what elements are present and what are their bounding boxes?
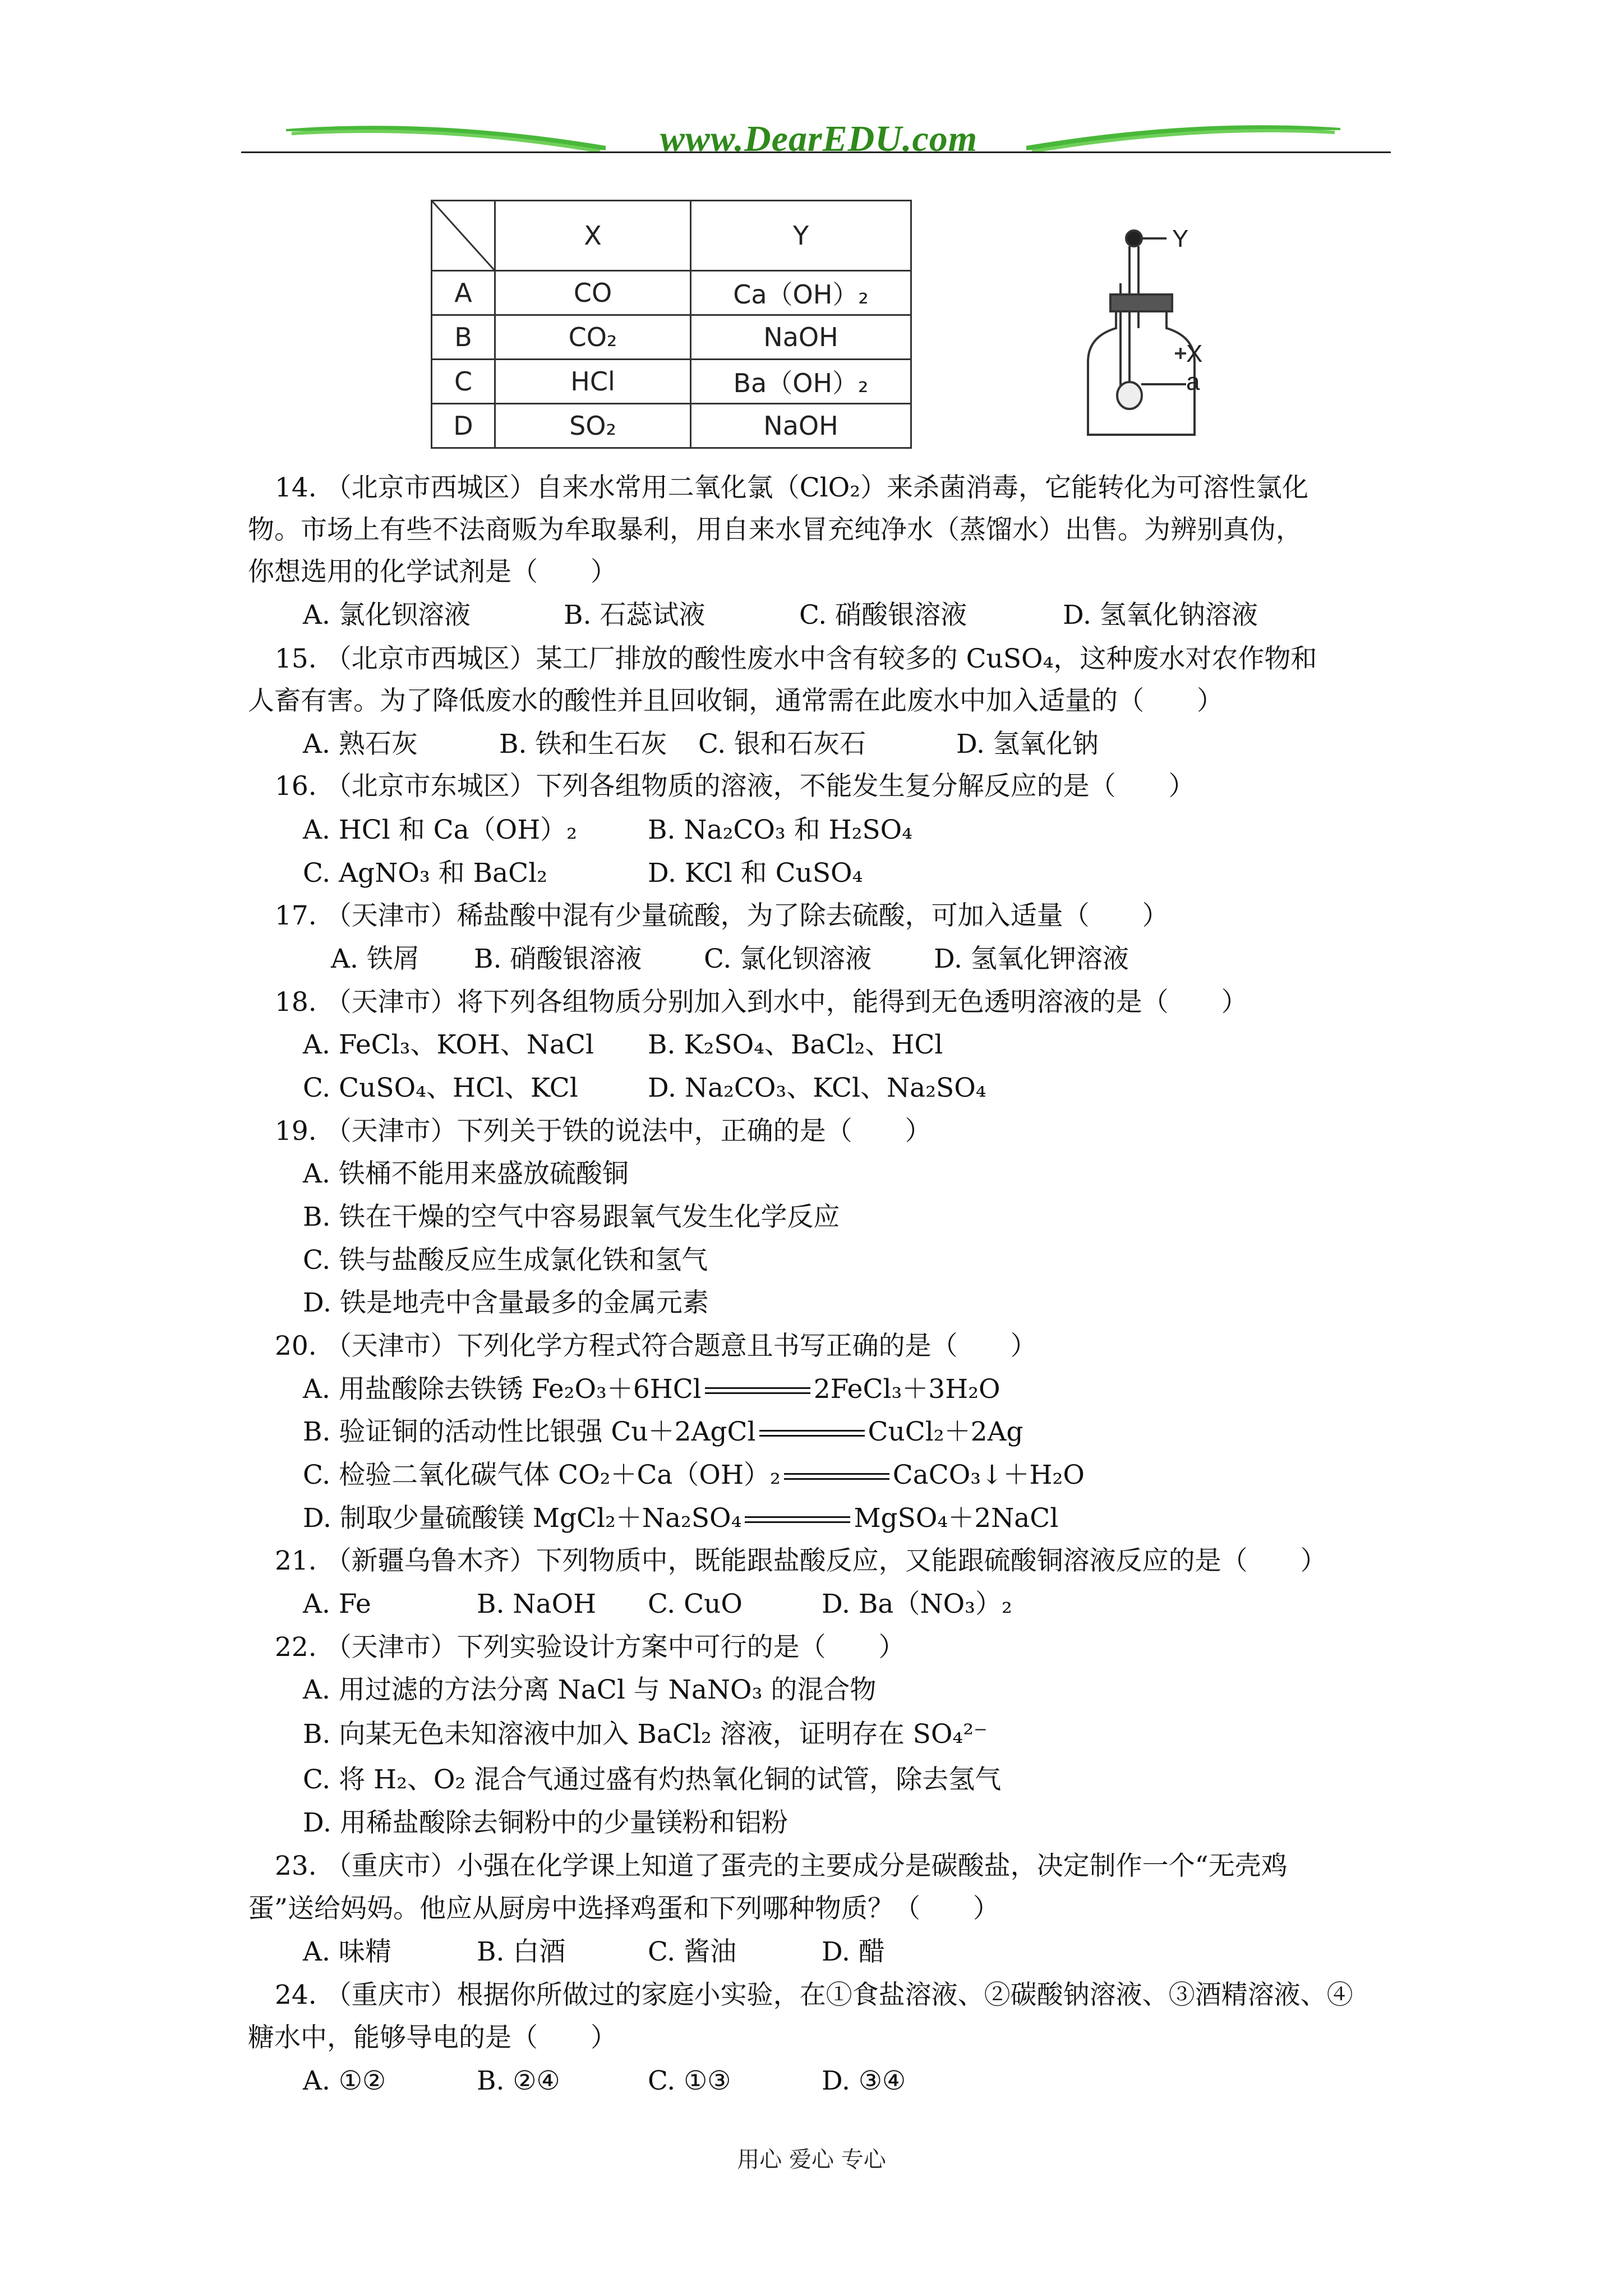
q18-stem: 18. （天津市）将下列各组物质分别加入到水中，能得到无色透明溶液的是（ ） <box>275 987 1248 1018</box>
q21-stem: 21. （新疆乌鲁木齐）下列物质中，既能跟盐酸反应，又能跟硫酸铜溶液反应的是（ ） <box>275 1545 1327 1576</box>
equals-sign-icon <box>702 1386 814 1396</box>
q21-options <box>303 1588 1012 1621</box>
answer-table <box>431 200 912 449</box>
equation-rhs: CaCO₃↓＋H₂O <box>892 1460 1085 1490</box>
row-x: CO <box>495 271 691 315</box>
option[interactable]: A. 熟石灰 <box>303 729 418 760</box>
label-a: a <box>1186 368 1200 395</box>
option[interactable]: D. ③④ <box>822 2065 906 2096</box>
option[interactable]: A. 铁屑 <box>331 944 419 974</box>
option[interactable]: A. 铁桶不能用来盛放硫酸铜 <box>303 1158 629 1189</box>
row-y: NaOH <box>691 315 911 360</box>
q15-line2: 人畜有害。为了降低废水的酸性并且回收铜，通常需在此废水中加入适量的（ ） <box>248 685 1223 716</box>
q18-options-row1 <box>303 1028 943 1062</box>
q16-options-row2 <box>303 857 863 890</box>
equals-sign-icon <box>741 1515 854 1525</box>
option[interactable]: A. 用过滤的方法分离 NaCl 与 NaNO₃ 的混合物 <box>303 1674 877 1705</box>
option[interactable]: B. 向某无色未知溶液中加入 BaCl₂ 溶液，证明存在 SO₄²⁻ <box>303 1719 988 1750</box>
equation-rhs: 2FeCl₃＋3H₂O <box>813 1374 1000 1405</box>
row-x: HCl <box>495 360 691 404</box>
option[interactable]: C. 银和石灰石 <box>698 729 866 760</box>
label-x: X <box>1186 340 1203 367</box>
q24-line2: 糖水中，能够导电的是（ ） <box>248 2022 617 2053</box>
q22-stem: 22. （天津市）下列实验设计方案中可行的是（ ） <box>275 1632 905 1663</box>
option[interactable]: B. 石蕊试液 <box>564 600 706 631</box>
option[interactable] <box>303 1415 1023 1449</box>
equation-lhs: B. 验证铜的活动性比银强 Cu＋2AgCl <box>303 1416 756 1447</box>
equation-lhs: C. 检验二氧化碳气体 CO₂＋Ca（OH）₂ <box>303 1460 781 1490</box>
q17-stem: 17. （天津市）稀盐酸中混有少量硫酸，为了除去硫酸，可加入适量（ ） <box>275 900 1169 931</box>
option[interactable] <box>303 1458 1085 1492</box>
equals-sign-icon <box>781 1472 893 1482</box>
row-y: NaOH <box>691 404 911 448</box>
page-footer: 用心 爱心 专心 <box>737 2147 886 2173</box>
option[interactable]: B. ②④ <box>477 2065 560 2096</box>
option[interactable] <box>303 1373 1000 1406</box>
table-row <box>432 404 911 448</box>
header-divider <box>241 151 1391 153</box>
row-label: B <box>432 315 495 360</box>
q23-line1: 23. （重庆市）小强在化学课上知道了蛋壳的主要成分是碳酸盐，决定制作一个“无壳鸡 <box>275 1851 1288 1881</box>
row-y: Ba（OH）₂ <box>691 360 911 404</box>
row-x: SO₂ <box>495 404 691 448</box>
q17-options <box>331 942 1129 976</box>
option[interactable]: A. FeCl₃、KOH、NaCl <box>303 1029 594 1060</box>
option[interactable]: B. 硝酸银溶液 <box>474 944 642 974</box>
page-header <box>241 107 1391 168</box>
diagonal-line-icon <box>432 201 494 270</box>
table-header-y: Y <box>691 201 911 271</box>
option[interactable]: B. NaOH <box>477 1589 597 1619</box>
option[interactable]: C. 铁与盐酸反应生成氯化铁和氢气 <box>303 1245 708 1276</box>
option[interactable]: D. 氢氧化钠 <box>956 729 1099 760</box>
q16-stem: 16. （北京市东城区）下列各组物质的溶液，不能发生复分解反应的是（ ） <box>275 771 1195 802</box>
q15-line1: 15. （北京市西城区）某工厂排放的酸性废水中含有较多的 CuSO₄，这种废水对农作物和 <box>275 643 1317 674</box>
q16-options-row1 <box>303 813 912 847</box>
q19-stem: 19. （天津市）下列关于铁的说法中，正确的是（ ） <box>275 1116 932 1147</box>
option[interactable]: C. 酱油 <box>648 1936 737 1967</box>
equation-lhs: A. 用盐酸除去铁锈 Fe₂O₃＋6HCl <box>303 1374 702 1405</box>
option[interactable]: C. 硝酸银溶液 <box>799 600 967 631</box>
table-header-x: X <box>495 201 691 271</box>
table-row <box>432 360 911 404</box>
option[interactable]: B. 铁在干燥的空气中容易跟氧气发生化学反应 <box>303 1202 840 1232</box>
option[interactable]: C. 氯化钡溶液 <box>704 944 872 974</box>
option[interactable]: D. 氢氧化钾溶液 <box>934 944 1129 974</box>
option[interactable]: D. 氢氧化钠溶液 <box>1063 600 1258 631</box>
option[interactable]: B. Na₂CO₃ 和 H₂SO₄ <box>648 815 913 845</box>
equation-lhs: D. 制取少量硫酸镁 MgCl₂＋Na₂SO₄ <box>303 1503 742 1534</box>
q14-line1: 14. （北京市西城区）自来水常用二氧化氯（ClO₂）来杀菌消毒，它能转化为可溶性氯化 <box>275 472 1309 503</box>
q24-line1: 24. （重庆市）根据你所做过的家庭小实验，在①食盐溶液、②碳酸钠溶液、③酒精溶液、④ <box>275 1980 1353 2010</box>
option[interactable]: A. Fe <box>303 1589 371 1619</box>
option[interactable]: C. CuSO₄、HCl、KCl <box>303 1073 578 1103</box>
option[interactable]: C. CuO <box>648 1589 743 1619</box>
equation-rhs: MgSO₄＋2NaCl <box>854 1503 1059 1534</box>
q15-options <box>303 728 1099 761</box>
option[interactable]: B. K₂SO₄、BaCl₂、HCl <box>648 1029 943 1060</box>
equals-sign-icon <box>756 1429 868 1439</box>
option[interactable]: D. Ba（NO₃）₂ <box>822 1589 1012 1619</box>
q23-line2: 蛋”送给妈妈。他应从厨房中选择鸡蛋和下列哪种物质？（ ） <box>248 1893 1000 1924</box>
option[interactable]: D. Na₂CO₃、KCl、Na₂SO₄ <box>648 1073 986 1103</box>
row-label: D <box>432 404 495 448</box>
option[interactable]: D. 用稀盐酸除去铜粉中的少量镁粉和铝粉 <box>303 1807 788 1838</box>
gas-bottle-apparatus-icon <box>1071 216 1256 463</box>
option[interactable]: D. 铁是地壳中含量最多的金属元素 <box>303 1287 709 1318</box>
q14-options <box>303 599 1258 632</box>
row-label: C <box>432 360 495 404</box>
equation-rhs: CuCl₂＋2Ag <box>868 1416 1023 1447</box>
table-corner-cell <box>432 201 495 271</box>
row-label: A <box>432 271 495 315</box>
option[interactable]: B. 铁和生石灰 <box>499 729 667 760</box>
q14-line2: 物。市场上有些不法商贩为牟取暴利，用自来水冒充纯净水（蒸馏水）出售。为辨别真伪， <box>248 514 1302 545</box>
q24-options <box>303 2064 906 2098</box>
option[interactable]: A. ①② <box>303 2065 386 2096</box>
option[interactable] <box>303 1502 1058 1535</box>
q23-options <box>303 1935 885 1969</box>
table-row <box>432 271 911 315</box>
option[interactable]: D. KCl 和 CuSO₄ <box>648 858 863 889</box>
option[interactable]: D. 醋 <box>822 1936 885 1967</box>
q14-line3: 你想选用的化学试剂是（ ） <box>248 556 617 587</box>
option[interactable]: B. 白酒 <box>477 1936 566 1967</box>
option[interactable]: C. 将 H₂、O₂ 混合气通过盛有灼热氧化铜的试管，除去氢气 <box>303 1764 1002 1795</box>
option[interactable]: A. HCl 和 Ca（OH）₂ <box>303 815 578 845</box>
q18-options-row2 <box>303 1071 986 1105</box>
q20-stem: 20. （天津市）下列化学方程式符合题意且书写正确的是（ ） <box>275 1331 1037 1361</box>
option[interactable]: A. 氯化钡溶液 <box>303 600 471 631</box>
option[interactable]: A. 味精 <box>303 1936 391 1967</box>
label-y: Y <box>1172 225 1189 252</box>
table-row <box>432 315 911 360</box>
option[interactable]: C. AgNO₃ 和 BaCl₂ <box>303 858 547 889</box>
site-logo[interactable]: www.DearEDU.com <box>660 118 978 159</box>
option[interactable]: C. ①③ <box>648 2065 731 2096</box>
row-x: CO₂ <box>495 315 691 360</box>
row-y: Ca（OH）₂ <box>691 271 911 315</box>
